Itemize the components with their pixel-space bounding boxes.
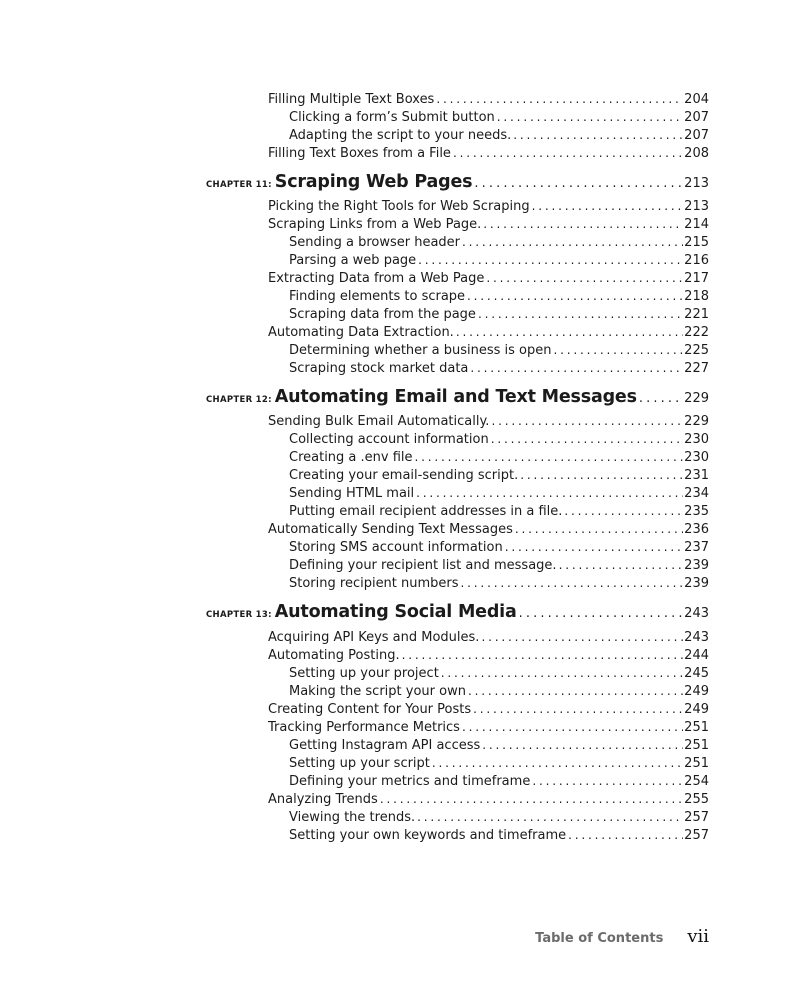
leader-dots bbox=[418, 251, 683, 269]
toc-entry-page: 231 bbox=[684, 468, 709, 483]
leader-dots bbox=[564, 502, 683, 520]
toc-entry-page: 214 bbox=[684, 217, 709, 232]
leader-dots bbox=[568, 826, 683, 844]
toc-entry bbox=[268, 215, 709, 233]
chapter-title: Automating Email and Text Messages bbox=[274, 387, 637, 407]
toc-entry bbox=[268, 412, 709, 430]
toc-entry-page: 217 bbox=[684, 271, 709, 286]
toc-entry-page: 239 bbox=[684, 558, 709, 573]
toc-subentry bbox=[289, 502, 709, 520]
toc-entry-title: Setting up your script bbox=[289, 756, 430, 771]
toc-entry-title: Finding elements to scrape bbox=[289, 289, 466, 304]
toc-entry-page: 225 bbox=[684, 343, 709, 358]
leader-dots bbox=[491, 430, 683, 448]
leader-dots bbox=[505, 538, 683, 556]
toc-entry-title: Filling Text Boxes from a File bbox=[268, 146, 451, 161]
toc-entry-title: Scraping data from the page bbox=[289, 307, 476, 322]
toc-entry-title: Analyzing Trends bbox=[268, 792, 378, 807]
toc-entry-page: 251 bbox=[684, 738, 709, 753]
toc-entry-page: 239 bbox=[684, 576, 709, 591]
toc-entry-page: 251 bbox=[684, 756, 709, 771]
toc-entry-page: 234 bbox=[684, 486, 709, 501]
toc-entry-title: Automatically Sending Text Messages bbox=[268, 522, 513, 537]
toc-subentry bbox=[289, 754, 709, 772]
toc-entry bbox=[268, 144, 709, 162]
leader-dots bbox=[481, 628, 683, 646]
toc-entry-title: Setting your own keywords and timeframe bbox=[289, 828, 567, 843]
leader-dots bbox=[415, 448, 684, 466]
toc-entry-page: 249 bbox=[684, 702, 709, 717]
chapter-title: Automating Social Media bbox=[274, 602, 517, 622]
toc-entry-title: Adapting the script to your needs. bbox=[289, 128, 512, 143]
leader-dots bbox=[513, 126, 683, 144]
toc-subentry bbox=[289, 484, 709, 502]
leader-dots bbox=[478, 305, 683, 323]
chapter-heading bbox=[206, 387, 709, 413]
leader-dots bbox=[520, 466, 683, 484]
toc-entry-page: 255 bbox=[684, 792, 709, 807]
toc-entry-page: 208 bbox=[684, 146, 709, 161]
chapter-page: 229 bbox=[684, 391, 709, 406]
toc-entry-page: 249 bbox=[684, 684, 709, 699]
toc-entry-title: Parsing a web page bbox=[289, 253, 417, 268]
leader-dots bbox=[456, 323, 683, 341]
toc-entry-title: Storing SMS account information bbox=[289, 540, 503, 555]
leader-dots bbox=[470, 359, 683, 377]
toc-subentry bbox=[289, 305, 709, 323]
toc-subentry bbox=[289, 466, 709, 484]
leader-dots bbox=[491, 412, 683, 430]
toc-entry-page: 204 bbox=[684, 92, 709, 107]
page-footer bbox=[535, 926, 709, 947]
chapter-heading bbox=[206, 172, 709, 198]
toc-entry-page: 257 bbox=[684, 810, 709, 825]
toc-entry-page: 222 bbox=[684, 325, 709, 340]
toc-entry-page: 230 bbox=[684, 450, 709, 465]
toc-entry-title: Picking the Right Tools for Web Scraping bbox=[268, 199, 530, 214]
leader-dots bbox=[462, 718, 683, 736]
leader-dots bbox=[441, 664, 683, 682]
toc-entry bbox=[268, 628, 709, 646]
toc-entry-title: Defining your metrics and timeframe bbox=[289, 774, 531, 789]
chapter-label: CHAPTER 12: bbox=[206, 395, 272, 405]
chapter-page: 243 bbox=[684, 606, 709, 621]
leader-dots bbox=[416, 484, 683, 502]
leader-dots bbox=[417, 808, 683, 826]
toc-entry-page: 254 bbox=[684, 774, 709, 789]
toc-entry-title: Scraping Links from a Web Page. bbox=[268, 217, 482, 232]
toc-subentry bbox=[289, 772, 709, 790]
toc-subentry bbox=[289, 664, 709, 682]
toc-subentry bbox=[289, 808, 709, 826]
leader-dots bbox=[554, 341, 684, 359]
toc-entry bbox=[268, 269, 709, 287]
toc-entry-title: Collecting account information bbox=[289, 432, 489, 447]
toc-entry-title: Defining your recipient list and message. bbox=[289, 558, 557, 573]
leader-dots bbox=[559, 556, 684, 574]
toc-entry-page: 243 bbox=[684, 630, 709, 645]
leader-dots bbox=[453, 144, 683, 162]
toc-entry-title: Extracting Data from a Web Page bbox=[268, 271, 485, 286]
toc-subentry bbox=[289, 556, 709, 574]
toc-subentry bbox=[289, 233, 709, 251]
toc-entry-page: 227 bbox=[684, 361, 709, 376]
toc-subentry bbox=[289, 682, 709, 700]
chapter-label: CHAPTER 13: bbox=[206, 610, 272, 620]
toc-entry-title: Acquiring API Keys and Modules. bbox=[268, 630, 480, 645]
toc-entry-title: Sending a browser header bbox=[289, 235, 461, 250]
leader-dots bbox=[515, 520, 683, 538]
toc-entry-title: Automating Data Extraction. bbox=[268, 325, 454, 340]
toc-entry-page: 257 bbox=[684, 828, 709, 843]
leader-dots bbox=[482, 736, 683, 754]
toc-entry-title: Sending Bulk Email Automatically. bbox=[268, 414, 490, 429]
toc-entry-title: Scraping stock market data bbox=[289, 361, 469, 376]
toc-entry-page: 230 bbox=[684, 432, 709, 447]
running-footer-title: Table of Contents bbox=[535, 931, 664, 946]
leader-dots bbox=[468, 682, 683, 700]
leader-dots bbox=[532, 772, 683, 790]
toc-entry bbox=[268, 90, 709, 108]
toc-entry-page: 218 bbox=[684, 289, 709, 304]
toc-entry-page: 207 bbox=[684, 110, 709, 125]
toc-entry-page: 235 bbox=[684, 504, 709, 519]
toc-subentry bbox=[289, 826, 709, 844]
leader-dots bbox=[497, 108, 683, 126]
toc-entry-page: 215 bbox=[684, 235, 709, 250]
toc-entry-page: 251 bbox=[684, 720, 709, 735]
toc-entry-title: Creating a .env file bbox=[289, 450, 413, 465]
toc-entry-title: Storing recipient numbers bbox=[289, 576, 459, 591]
toc-subentry bbox=[289, 251, 709, 269]
toc-entry-page: 213 bbox=[684, 199, 709, 214]
toc-subentry bbox=[289, 736, 709, 754]
toc-entry-page: 236 bbox=[684, 522, 709, 537]
toc-entry-page: 207 bbox=[684, 128, 709, 143]
leader-dots bbox=[402, 646, 684, 664]
toc-subentry bbox=[289, 359, 709, 377]
toc-subentry bbox=[289, 108, 709, 126]
chapter-page: 213 bbox=[684, 176, 709, 191]
toc-entry-title: Creating your email-sending script. bbox=[289, 468, 519, 483]
toc-entry bbox=[268, 197, 709, 215]
leader-dots bbox=[473, 700, 683, 718]
leader-dots bbox=[532, 197, 684, 215]
toc-subentry bbox=[289, 287, 709, 305]
toc-subentry bbox=[289, 126, 709, 144]
toc-entry-title: Filling Multiple Text Boxes bbox=[268, 92, 435, 107]
page-number: vii bbox=[687, 926, 709, 947]
toc-entry-title: Getting Instagram API access bbox=[289, 738, 481, 753]
toc-entry bbox=[268, 520, 709, 538]
toc-subentry bbox=[289, 430, 709, 448]
toc-subentry bbox=[289, 538, 709, 556]
toc-entry-page: 229 bbox=[684, 414, 709, 429]
leader-dots bbox=[380, 790, 683, 808]
toc-entry-title: Sending HTML mail bbox=[289, 486, 415, 501]
toc-entry-page: 216 bbox=[684, 253, 709, 268]
toc-entry-page: 245 bbox=[684, 666, 709, 681]
leader-dots bbox=[483, 215, 683, 233]
chapter-heading bbox=[206, 602, 709, 628]
toc-entry-title: Making the script your own bbox=[289, 684, 466, 699]
toc-entry bbox=[268, 700, 709, 718]
toc-entry-title: Creating Content for Your Posts bbox=[268, 702, 472, 717]
toc-entry bbox=[268, 790, 709, 808]
toc-subentry bbox=[289, 448, 709, 466]
chapter-label: CHAPTER 11: bbox=[206, 180, 272, 190]
leader-dots bbox=[467, 287, 683, 305]
toc-entry-page: 244 bbox=[684, 648, 709, 663]
leader-dots bbox=[461, 574, 684, 592]
toc-entry-title: Viewing the trends. bbox=[289, 810, 416, 825]
leader-dots bbox=[639, 391, 683, 406]
toc-entry-title: Automating Posting. bbox=[268, 648, 400, 663]
toc-entry-title: Clicking a form’s Submit button bbox=[289, 110, 495, 125]
toc-entry bbox=[268, 323, 709, 341]
toc-entry-title: Setting up your project bbox=[289, 666, 439, 681]
toc-entry-page: 221 bbox=[684, 307, 709, 322]
leader-dots bbox=[432, 754, 683, 772]
toc-entry-title: Putting email recipient addresses in a file. bbox=[289, 504, 563, 519]
leader-dots bbox=[462, 233, 683, 251]
toc-subentry bbox=[289, 341, 709, 359]
leader-dots bbox=[436, 90, 683, 108]
chapter-title: Scraping Web Pages bbox=[274, 172, 473, 192]
leader-dots bbox=[486, 269, 683, 287]
leader-dots bbox=[474, 176, 683, 191]
toc-entry-title: Determining whether a business is open bbox=[289, 343, 552, 358]
leader-dots bbox=[519, 606, 684, 621]
toc-subentry bbox=[289, 574, 709, 592]
toc-entry bbox=[268, 646, 709, 664]
toc-entry-page: 237 bbox=[684, 540, 709, 555]
toc-entry bbox=[268, 718, 709, 736]
toc-entry-title: Tracking Performance Metrics bbox=[268, 720, 460, 735]
